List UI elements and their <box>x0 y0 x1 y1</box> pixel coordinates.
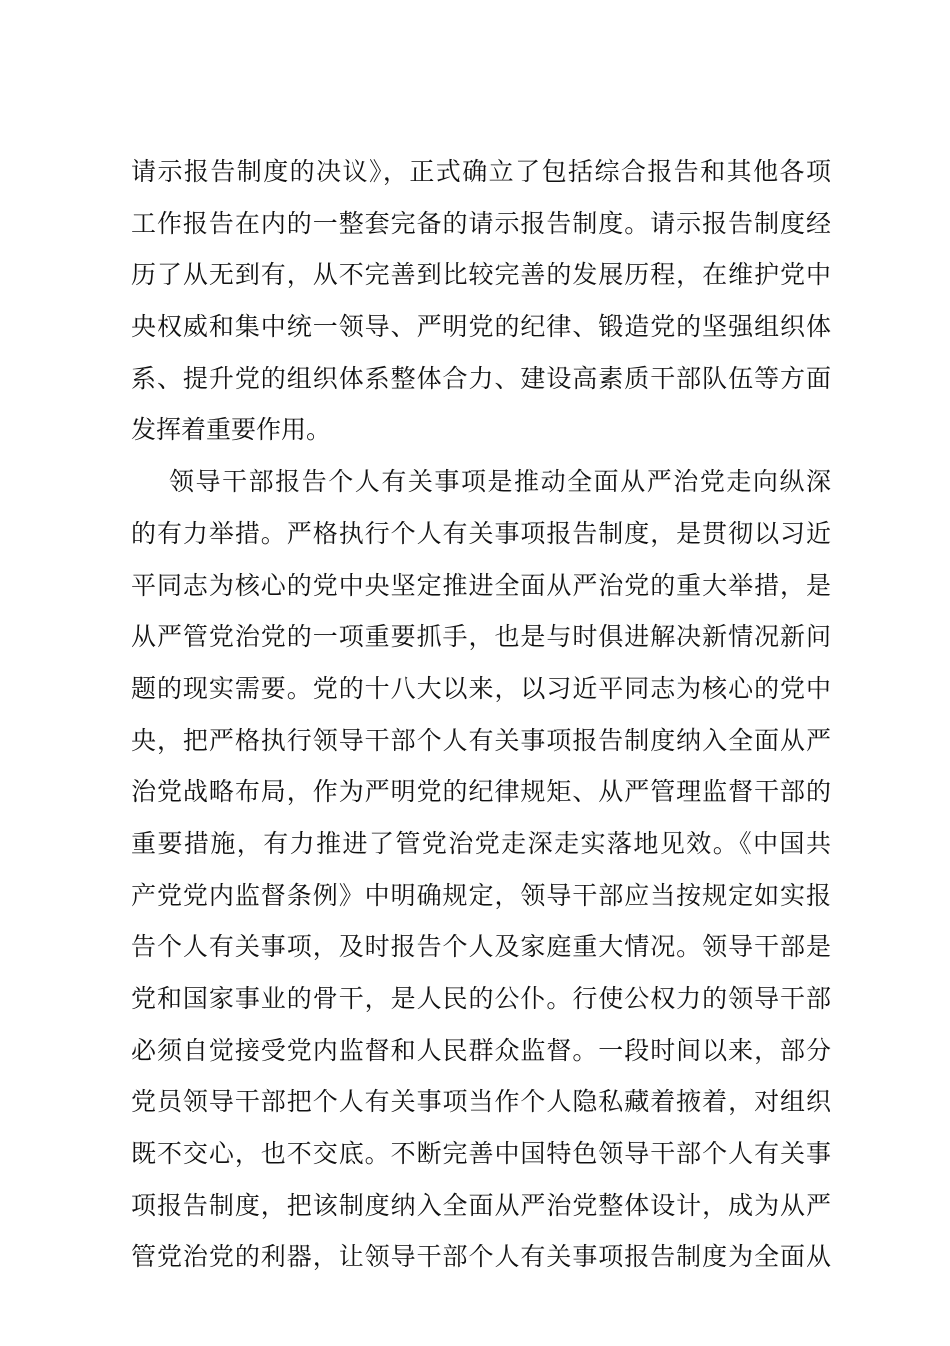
text-line: 治党战略布局，作为严明党的纪律规矩、从严管理监督干部的 <box>131 777 831 807</box>
text-line: 领导干部报告个人有关事项是推动全面从严治党走向纵深 <box>169 467 831 497</box>
text-line: 历了从无到有，从不完善到比较完善的发展历程，在维护党中 <box>131 260 831 290</box>
text-line: 的有力举措。严格执行个人有关事项报告制度，是贯彻以习近 <box>131 518 831 548</box>
text-line: 管党治党的利器，让领导干部个人有关事项报告制度为全面从 <box>131 1242 831 1272</box>
text-line: 央，把严格执行领导干部个人有关事项报告制度纳入全面从严 <box>131 725 831 755</box>
document-body <box>131 146 831 1283</box>
text-line: 系、提升党的组织体系整体合力、建设高素质干部队伍等方面 <box>131 363 831 393</box>
text-line: 平同志为核心的党中央坚定推进全面从严治党的重大举措，是 <box>131 570 831 600</box>
text-line: 题的现实需要。党的十八大以来，以习近平同志为核心的党中 <box>131 673 831 703</box>
text-line: 重要措施，有力推进了管党治党走深走实落地见效。《中国共 <box>131 828 831 858</box>
text-line: 央权威和集中统一领导、严明党的纪律、锻造党的坚强组织体 <box>131 312 831 342</box>
text-line: 告个人有关事项，及时报告个人及家庭重大情况。领导干部是 <box>131 932 831 962</box>
text-line: 发挥着重要作用。 <box>131 415 332 445</box>
paragraph-2 <box>131 456 831 1283</box>
text-line: 从严管党治党的一项重要抓手，也是与时俱进解决新情况新问 <box>131 622 831 652</box>
text-line: 请示报告制度的决议》，正式确立了包括综合报告和其他各项 <box>131 157 831 186</box>
text-line: 产党党内监督条例》中明确规定，领导干部应当按规定如实报 <box>131 880 831 910</box>
text-line: 项报告制度，把该制度纳入全面从严治党整体设计，成为从严 <box>131 1190 831 1220</box>
text-line: 党员领导干部把个人有关事项当作个人隐私藏着掖着，对组织 <box>131 1087 831 1117</box>
text-line: 必须自觉接受党内监督和人民群众监督。一段时间以来，部分 <box>131 1035 831 1065</box>
text-line: 党和国家事业的骨干，是人民的公仆。行使公权力的领导干部 <box>131 984 831 1013</box>
text-line: 既不交心，也不交底。不断完善中国特色领导干部个人有关事 <box>131 1139 831 1169</box>
text-line: 工作报告在内的一整套完备的请示报告制度。请示报告制度经 <box>131 208 831 238</box>
paragraph-1 <box>131 146 831 456</box>
